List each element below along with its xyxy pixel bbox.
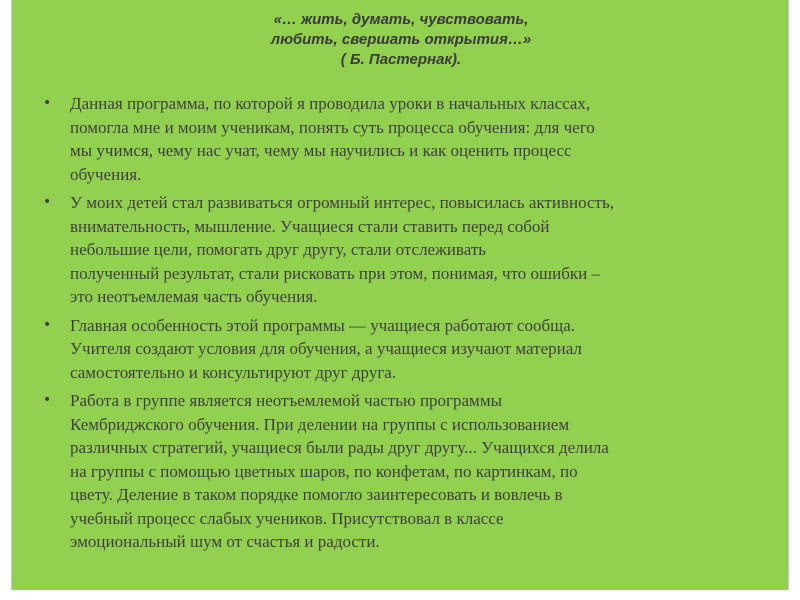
paragraph-line: Главная особенность этой программы — учащиеся работают сообща.	[70, 315, 576, 335]
epigraph-line-2: любить, свершать открытия…»	[270, 31, 532, 48]
epigraph-line-1: «… жить, думать, чувствовать,	[273, 11, 529, 28]
paragraph-line: различных стратегий, учащиеся были рады друг другу... Учащихся делила	[70, 438, 609, 457]
paragraph-line: У моих детей стал развиваться огромный интерес, повысилась активность,	[70, 193, 614, 212]
bullet-icon: •	[43, 194, 52, 210]
paragraph-line: полученный результат, стали рисковать при этом, понимая, что ошибки –	[70, 263, 600, 283]
bullet-item	[43, 191, 770, 309]
paragraph-line: цвету. Деление в таком порядке помогло заинтересовать и вовлечь в	[70, 485, 563, 504]
paragraph-line: это неотъемлемая часть обучения.	[70, 287, 318, 306]
paragraph-line: Данная программа, по которой я проводила уроки в начальных классах,	[70, 94, 591, 113]
paragraph-line: самостоятельно и консультируют друг друга.	[70, 362, 397, 382]
bullet-item	[43, 389, 770, 554]
paragraph-line: помогла мне и моим ученикам, понять суть процесса обучения: для чего	[70, 117, 595, 137]
paragraph-line: на группы с помощью цветных шаров, по конфетам, по картинкам, по	[70, 461, 578, 481]
paragraph-line: Работа в группе является неотъемлемой частью программы	[70, 391, 502, 410]
paragraph-line: учебный процесс слабых учеников. Присутствовал в классе	[70, 508, 504, 528]
bullet-icon: •	[43, 95, 52, 111]
bullet-item	[43, 92, 770, 186]
epigraph-author: ( Б. Пастернак).	[340, 51, 462, 68]
bullet-icon: •	[43, 392, 52, 408]
paragraph-line: обучения.	[70, 164, 142, 184]
bullet-item	[43, 314, 770, 385]
bullet-list	[43, 92, 770, 559]
paragraph-line: эмоциональный шум от счастья и радости.	[70, 532, 380, 551]
paragraph-line: Кембриджского обучения. При делении на группы с использованием	[70, 414, 570, 434]
paragraph-line: мы учимся, чему нас учат, чему мы научились и как оценить процесс	[70, 141, 572, 160]
paragraph-line: Учителя создают условия для обучения, а учащиеся изучают материал	[70, 339, 582, 358]
paragraph-line: небольшие цели, помогать друг другу, стали отслеживать	[70, 240, 487, 259]
epigraph	[12, 10, 790, 70]
bullet-icon: •	[43, 316, 52, 333]
paragraph-line: внимательность, мышление. Учащиеся стали ставить перед собой	[70, 216, 550, 236]
slide	[11, 0, 789, 590]
